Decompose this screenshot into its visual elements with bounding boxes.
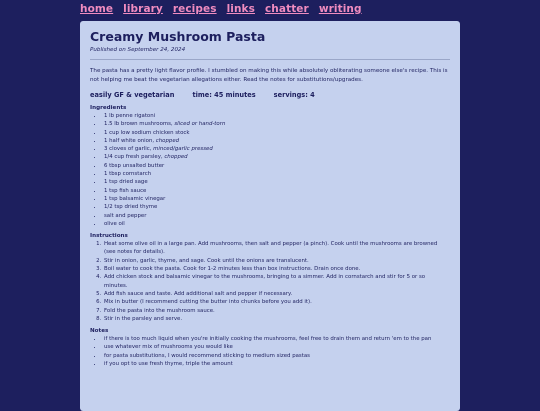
list-item: • 1 cup low sodium chicken stock (103, 129, 450, 137)
list-item: 1. Heat some olive oil in a large pan. Add mushrooms, then salt and pepper (a pinch). Cook until the mushrooms are browned (see notes for details). (103, 240, 450, 257)
list-item: • if there is too much liquid when you're initially cooking the mushrooms, feel free to drain them and return 'em to the pan (103, 335, 450, 343)
list-item: • 1 tsp fish sauce (103, 187, 450, 195)
top-nav (0, 0, 540, 21)
list-item: • salt and pepper (103, 212, 450, 220)
list-item: • 3 cloves of garlic, minced/garlic pressed (103, 145, 450, 153)
list-item: • 1 tbsp cornstarch (103, 170, 450, 178)
recipe-card (80, 21, 460, 411)
list-item: • 1 lb penne rigatoni (103, 112, 450, 120)
list-item: • 1/4 cup fresh parsley, chopped (103, 153, 450, 161)
notes-heading: Notes (90, 328, 109, 335)
nav-link-library[interactable]: library (123, 3, 163, 15)
time-info: time: 45 minutes (192, 91, 256, 99)
divider (90, 59, 450, 60)
list-item: • 1.5 lb brown mushrooms, sliced or hand-torn (103, 120, 450, 128)
list-item: • 1 tsp balsamic vinegar (103, 195, 450, 203)
ingredients-heading: Ingredients (90, 105, 127, 111)
recipe-intro: The pasta has a pretty light flavor profile. I stumbled on making this while absolutely obliterating someone else's recipe. This is not helping me beat the vegetarian allegations either. Read the notes for substitutions/upgrades. (90, 68, 448, 83)
list-item: 6. Mix in butter (I recommend cutting the butter into chunks before you add it). (103, 298, 450, 306)
nav-link-writing[interactable]: writing (318, 3, 362, 15)
list-item: • 1 half white onion, chopped (103, 137, 450, 145)
list-item: 3. Boil water to cook the pasta. Cook for 1-2 minutes less than box instructions. Drain once done. (103, 265, 450, 273)
list-item: • 6 tbsp unsalted butter (103, 162, 450, 170)
list-item: 4. Add chicken stock and balsamic vinegar to the mushrooms, bringing to a simmer. Add in cornstarch and stir for 5 or so minutes. (103, 273, 450, 290)
list-item: • for pasta substitutions, I would recommend sticking to medium sized pastas (103, 352, 450, 360)
servings-info: servings: 4 (273, 91, 315, 99)
list-item: 2. Stir in onion, garlic, thyme, and sage. Cook until the onions are translucent. (103, 257, 450, 265)
list-item: 7. Fold the pasta into the mushroom sauce. (103, 307, 450, 315)
recipe-meta (90, 91, 450, 99)
nav-link-recipes[interactable]: recipes (172, 3, 217, 15)
published-date: Published on September 24, 2024 (90, 47, 186, 53)
nav-link-chatter[interactable]: chatter (264, 3, 309, 15)
diet-info: easily GF & vegetarian (90, 91, 175, 99)
list-item: • 1/2 tsp dried thyme (103, 203, 450, 211)
ingredients-list (90, 112, 450, 228)
list-item: • olive oil (103, 220, 450, 228)
list-item: • use whatever mix of mushrooms you would like (103, 343, 450, 351)
list-item: 5. Add fish sauce and taste. Add additional salt and pepper if necessary. (103, 290, 450, 298)
list-item: 8. Stir in the parsley and serve. (103, 315, 450, 323)
list-item: • if you opt to use fresh thyme, triple the amount (103, 360, 450, 368)
list-item: • 1 tsp dried sage (103, 178, 450, 186)
notes-list (90, 335, 450, 368)
instructions-heading: Instructions (90, 233, 128, 240)
nav-link-home[interactable]: home (80, 3, 114, 15)
nav-link-links[interactable]: links (226, 3, 255, 15)
instructions-list (90, 240, 450, 323)
recipe-title: Creamy Mushroom Pasta (90, 29, 266, 44)
